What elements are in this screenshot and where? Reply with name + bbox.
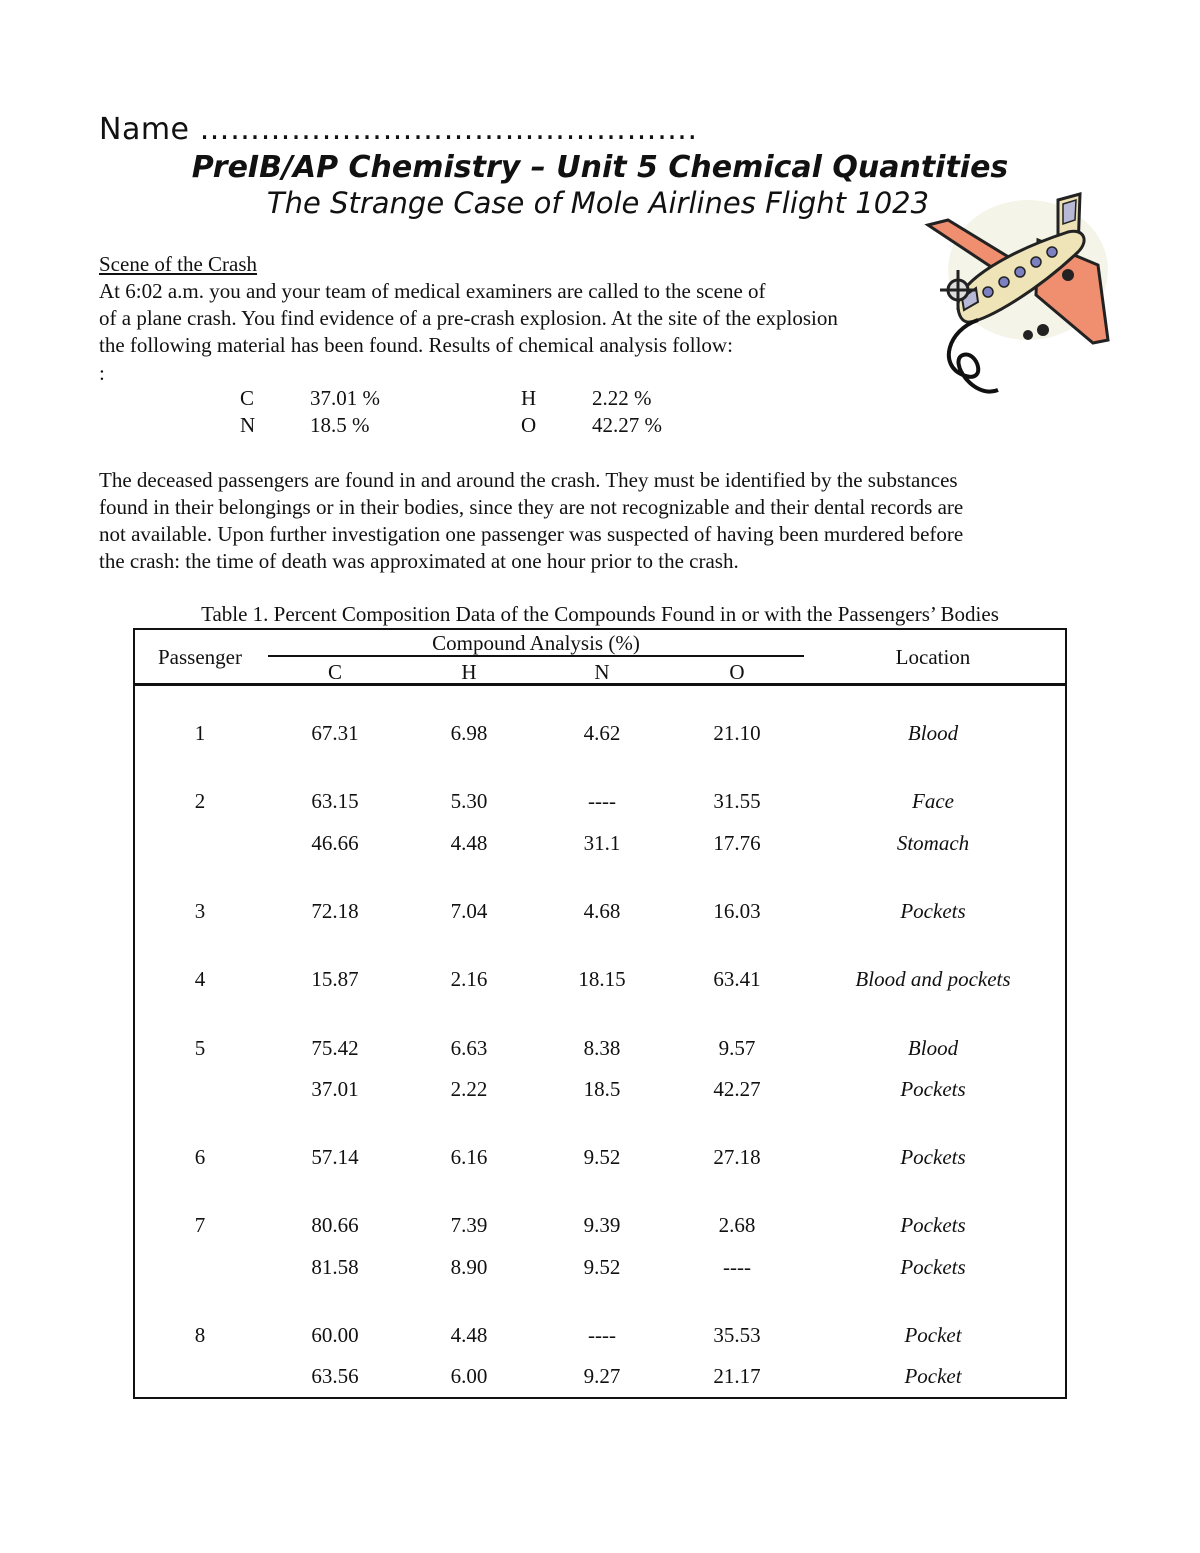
case-title: The Strange Case of Mole Airlines Flight 1023 <box>266 186 930 220</box>
header-passenger: Passenger <box>158 645 242 669</box>
cell-o: 21.17 <box>713 1364 761 1388</box>
cell-c: 15.87 <box>311 967 359 991</box>
paragraph-line: not available. Upon further investigation one passenger was suspected of having been murdered before <box>99 522 964 546</box>
cell-passenger: 8 <box>194 1323 206 1347</box>
cell-h: 6.63 <box>450 1036 488 1060</box>
cell-n: 4.62 <box>583 721 621 745</box>
cell-n: 9.27 <box>583 1364 621 1388</box>
header-h: H <box>461 660 477 684</box>
cell-c: 60.00 <box>311 1323 359 1347</box>
cell-o: 17.76 <box>713 831 761 855</box>
cell-location: Blood and pockets <box>855 967 1011 991</box>
cell-n: 9.39 <box>583 1213 621 1237</box>
cell-location: Pockets <box>900 899 966 923</box>
cell-n: 4.68 <box>583 899 621 923</box>
cell-n: 31.1 <box>583 831 621 855</box>
cell-o: 9.57 <box>718 1036 756 1060</box>
cell-o: 31.55 <box>713 789 761 813</box>
cell-h: 7.04 <box>450 899 488 923</box>
cell-c: 63.15 <box>311 789 359 813</box>
cell-o: 27.18 <box>713 1145 761 1169</box>
composition-element: H <box>521 386 537 410</box>
scene-line: At 6:02 a.m. you and your team of medical examiners are called to the scene of <box>99 279 766 303</box>
cell-h: 4.48 <box>450 831 488 855</box>
cell-location: Pocket <box>904 1323 962 1347</box>
cell-c: 57.14 <box>311 1145 359 1169</box>
cell-passenger: 1 <box>194 721 206 745</box>
cell-c: 37.01 <box>311 1077 359 1101</box>
cell-location: Pockets <box>900 1255 966 1279</box>
composition-percent: 42.27 % <box>592 413 662 437</box>
header-n: N <box>594 660 610 684</box>
cell-n: ---- <box>588 1323 616 1347</box>
cell-n: ---- <box>588 789 616 813</box>
cell-h: 2.22 <box>450 1077 488 1101</box>
cell-o: 21.10 <box>713 721 761 745</box>
header-location: Location <box>895 645 971 669</box>
cell-passenger: 2 <box>194 789 206 813</box>
composition-percent: 2.22 % <box>592 386 652 410</box>
cell-h: 6.00 <box>450 1364 488 1388</box>
header-c: C <box>327 660 342 684</box>
stray-colon: : <box>99 361 105 385</box>
header-compound-analysis: Compound Analysis (%) <box>432 631 640 655</box>
cell-n: 9.52 <box>583 1255 621 1279</box>
cell-passenger: 5 <box>194 1036 206 1060</box>
name-field-line: Name …………………………………………. <box>99 112 698 147</box>
cell-h: 6.98 <box>450 721 488 745</box>
cell-o: 2.68 <box>718 1213 756 1237</box>
scene-line: the following material has been found. Results of chemical analysis follow: <box>99 333 733 357</box>
cell-location: Pockets <box>900 1145 966 1169</box>
composition-percent: 37.01 % <box>310 386 380 410</box>
cell-c: 75.42 <box>311 1036 359 1060</box>
cell-h: 6.16 <box>450 1145 488 1169</box>
passengers-paragraph <box>99 467 1089 575</box>
cell-h: 7.39 <box>450 1213 488 1237</box>
cell-h: 8.90 <box>450 1255 488 1279</box>
cell-location: Blood <box>907 1036 959 1060</box>
cell-location: Pockets <box>900 1213 966 1237</box>
cell-location: Pocket <box>904 1364 962 1388</box>
cell-n: 8.38 <box>583 1036 621 1060</box>
cell-o: ---- <box>723 1255 751 1279</box>
cell-passenger: 6 <box>194 1145 206 1169</box>
cell-h: 2.16 <box>450 967 488 991</box>
cell-passenger: 3 <box>194 899 206 923</box>
course-title: PreIB/AP Chemistry – Unit 5 Chemical Quantities <box>191 150 1009 185</box>
composition-element: O <box>521 413 537 437</box>
composition-percent: 18.5 % <box>310 413 370 437</box>
cell-passenger: 4 <box>194 967 206 991</box>
cell-c: 46.66 <box>311 831 359 855</box>
scene-paragraph <box>99 278 959 359</box>
table-caption: Table 1. Percent Composition Data of the Compounds Found in or with the Passengers’ Bodies <box>201 602 999 626</box>
cell-o: 16.03 <box>713 899 761 923</box>
cell-location: Face <box>912 789 954 813</box>
paragraph-line: The deceased passengers are found in and around the crash. They must be identified by the substances <box>99 468 958 492</box>
cell-c: 81.58 <box>311 1255 359 1279</box>
cell-o: 42.27 <box>713 1077 761 1101</box>
cell-n: 18.5 <box>583 1077 621 1101</box>
paragraph-line: the crash: the time of death was approximated at one hour prior to the crash. <box>99 549 739 573</box>
cell-o: 63.41 <box>713 967 761 991</box>
scene-line: of a plane crash. You find evidence of a pre-crash explosion. At the site of the explosion <box>99 306 838 330</box>
cell-h: 4.48 <box>450 1323 488 1347</box>
cell-n: 18.15 <box>578 967 626 991</box>
cell-location: Blood <box>907 721 959 745</box>
cell-n: 9.52 <box>583 1145 621 1169</box>
cell-o: 35.53 <box>713 1323 761 1347</box>
cell-c: 80.66 <box>311 1213 359 1237</box>
header-o: O <box>729 660 745 684</box>
cell-c: 63.56 <box>311 1364 359 1388</box>
scene-heading: Scene of the Crash <box>99 252 258 276</box>
cell-location: Stomach <box>896 831 970 855</box>
composition-element: N <box>240 413 256 437</box>
cell-passenger: 7 <box>194 1213 206 1237</box>
cell-c: 67.31 <box>311 721 359 745</box>
cell-c: 72.18 <box>311 899 359 923</box>
cell-location: Pockets <box>900 1077 966 1101</box>
paragraph-line: found in their belongings or in their bodies, since they are not recognizable and their dental records are <box>99 495 964 519</box>
composition-element: C <box>240 386 255 410</box>
cell-h: 5.30 <box>450 789 488 813</box>
